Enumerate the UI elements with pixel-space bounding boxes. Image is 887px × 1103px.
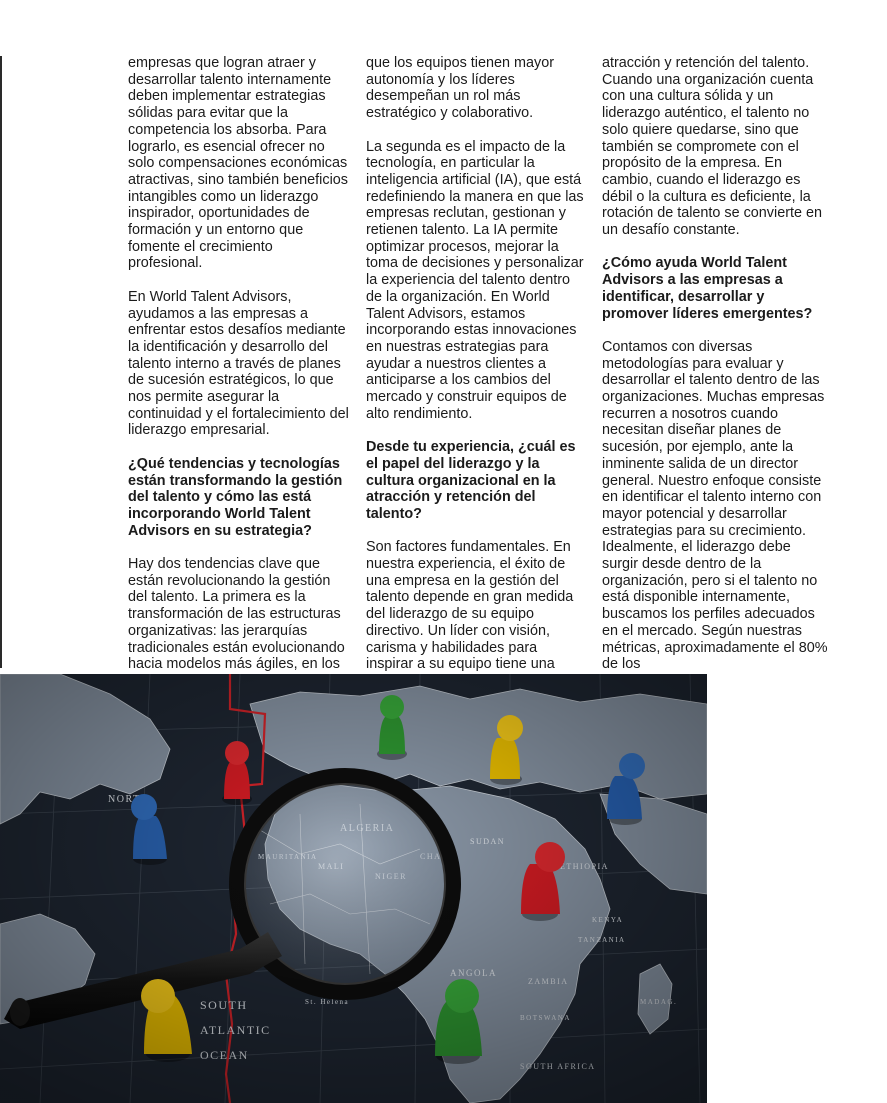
article-column-2: [366, 55, 588, 723]
interview-question: ¿Cómo ayuda World Talent Advisors a las empresas a identificar, desarrollar y promover líderes emergentes?: [602, 255, 813, 322]
paragraph: Contamos con diversas metodologías para evaluar y desarrollar el talento dentro de las organizaciones. Muchas empresas recurren a nosotros cuando necesitan diseñar planes de sucesión, por ejemplo, ante la inminente salida de un director general. Nuestro enfoque consiste en identificar el talento interno con mayor potencial y desarrollar estrategias para su crecimiento. Idealmente, el liderazgo debe surgir desde dentro de la organización, pero si el talento no está disponible internamente, buscamos los perfiles adecuados en el mercado. Según nuestras métricas, aproximadamente el 80% de los: [602, 338, 828, 673]
paragraph: La segunda es el impacto de la tecnología, en particular la inteligencia artificial (IA), que está redefiniendo la manera en que las empresas reclutan, gestionan y retienen talento. La IA permite optimizar procesos, mejorar la toma de decisiones y personalizar la experiencia del talento dentro de la organización. En World Talent Advisors, estamos incorporando estas innovaciones en nuestras estrategias para ayudar a nuestros clientes a anticiparse a los cambios del mercado y construir equipos de alto rendimiento.: [366, 138, 584, 422]
paragraph: atracción y retención del talento. Cuando una organización cuenta con una cultura sólida y un liderazgo auténtico, el talento no solo quiere quedarse, sino que también se compromete con el propósito de la empresa. En cambio, cuando el liderazgo es débil o la cultura es deficiente, la rotación de talento se convierte en un desafío constante.: [602, 55, 822, 239]
paragraph: que los equipos tienen mayor autonomía y los líderes desempeñan un rol más estratégico y colaborativo.: [366, 55, 554, 122]
page-edge-rule: [0, 56, 2, 668]
paragraph: En World Talent Advisors, ayudamos a las empresas a enfrentar estos desafíos mediante la identificación y desarrollo del talento interno a través de planes de sucesión estratégicos, lo que nos permite asegurar la continuidad y el fortalecimiento del liderazgo empresarial.: [128, 288, 349, 439]
article-column-1: [128, 55, 350, 690]
paragraph: Hay dos tendencias clave que están revolucionando la gestión del talento. La primera es la transformación de las estructuras organizativas: las jerarquías tradicionales están evolucionando hacia modelos más ágiles, en los: [128, 556, 345, 673]
article-column-3: [602, 55, 828, 690]
paragraph: Son factores fundamentales. En nuestra experiencia, el éxito de una empresa en la gestión del talento depende en gran medida del liderazgo de su equipo directivo. Un líder con visión, carisma y habilidades para inspirar a su equipo tiene una: [366, 539, 574, 673]
interview-question: ¿Qué tendencias y tecnologías están transformando la gestión del talento y cómo las está incorporando World Talent Advisors en su estrategia?: [128, 455, 343, 539]
paragraph: empresas que logran atraer y desarrollar talento internamente deben implementar estrategias sólidas para evitar que la competencia los absorba. Para lograrlo, es esencial ofrecer no solo compensaciones económicas atractivas, sino también beneficios intangibles como un liderazgo inspirador, oportunidades de formación y un entorno que fomente el crecimiento profesional.: [128, 55, 348, 272]
map-magnifier-photo: [0, 674, 707, 1103]
interview-question: Desde tu experiencia, ¿cuál es el papel del liderazgo y la cultura organizacional en la atracción y retención del talento?: [366, 439, 576, 522]
